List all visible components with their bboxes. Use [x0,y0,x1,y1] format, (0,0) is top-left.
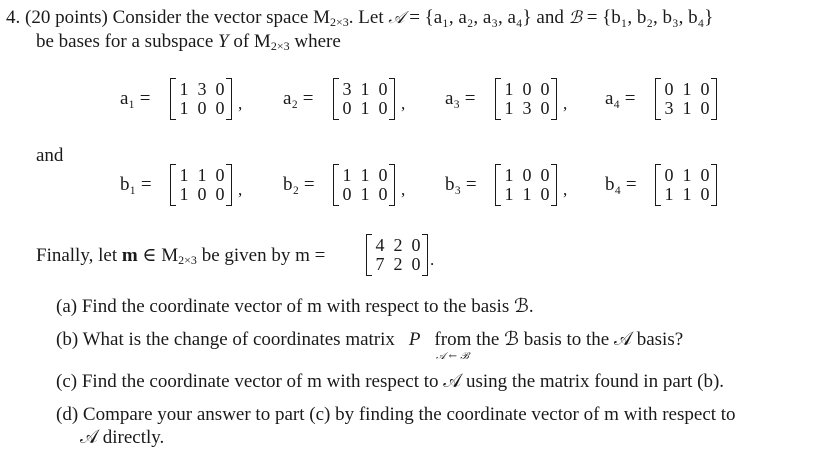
matrix-entry: 1 [360,98,370,118]
matrix-entry: 0 [540,98,550,118]
part-d-line2: 𝒜 directly. [80,427,165,448]
matrix-entry: 1 [682,165,692,185]
where-text: where [294,31,341,52]
matrix-entry: 1 [360,79,370,99]
part-a: (a) Find the coordinate vector of m with respect to the basis ℬ. [56,296,534,317]
matrix-entry: 1 [682,184,692,204]
points-text: (20 points) Consider the vector space [25,7,309,28]
matrix-entry: 1 [179,184,189,204]
matrix-entry: 0 [215,165,225,185]
matrix-entry: 0 [700,98,710,118]
matrix-entry: 3 [342,79,352,99]
space-symbol-2: $M_{2\times 3}$ [253,31,290,53]
matrix-entry: 0 [540,165,550,185]
let-text: . Let [348,7,384,28]
vector-a3-matrix [495,78,557,120]
and-text: and [36,145,64,166]
matrix-entry: 1 [179,79,189,99]
vector-b2-matrix [333,164,395,206]
matrix-entry: 1 [360,165,370,185]
basis-b-symbol: ℬ [568,8,582,28]
matrix-entry: 0 [522,165,532,185]
vector-b2-label: b₂ = [283,174,315,195]
matrix-entry: 0 [342,98,352,118]
problem-number: 4. [6,7,21,28]
comma: , [563,94,568,113]
matrix-m [366,234,428,276]
matrix-entry: 0 [664,165,674,185]
vector-b4-matrix [655,164,717,206]
matrix-entry: 1 [682,79,692,99]
matrix-entry: 0 [378,79,388,99]
matrix-entry: 4 [375,235,385,255]
of-text: of [233,31,250,52]
problem-header-line2 [36,31,341,53]
comma: , [238,180,243,199]
subspace-symbol: Y [218,31,229,52]
vector-a3-label: a₃ = [445,88,476,109]
matrix-entry: 0 [342,184,352,204]
vector-a2-matrix [333,78,395,120]
matrix-entry: 1 [664,184,674,204]
vector-a1-matrix [170,78,232,120]
matrix-entry: 1 [504,184,514,204]
vector-b4-label: b₄ = [605,174,637,195]
matrix-entry: 0 [700,79,710,99]
matrix-entry: 3 [197,79,207,99]
problem-header [6,7,713,29]
space-symbol: $M_{2\times 3}$ [313,7,349,29]
finally-text: Finally, let m ∈ $M_{2\times 3}$ be given by m = [36,245,326,267]
comma: , [401,94,406,113]
comma: , [401,180,406,199]
part-c: (c) Find the coordinate vector of m with respect to 𝒜 using the matrix found in part (b). [56,371,725,392]
matrix-entry: 1 [504,98,514,118]
matrix-entry: 0 [411,254,421,274]
matrix-entry: 0 [197,98,207,118]
matrix-entry: 1 [682,98,692,118]
vector-a2-label: a₂ = [283,88,314,109]
comma: , [563,180,568,199]
vector-b3-label: b₃ = [445,174,477,195]
vector-b1-label: b₁ = [120,174,152,195]
matrix-entry: 1 [342,165,352,185]
matrix-entry: 1 [179,165,189,185]
vector-a4-label: a₄ = [605,88,636,109]
matrix-entry: 3 [664,98,674,118]
matrix-entry: 0 [215,184,225,204]
matrix-entry: 1 [179,98,189,118]
part-b: (b) What is the change of coordinates matrix P from the ℬ basis to the 𝒜 basis? [56,329,684,350]
matrix-entry: 7 [375,254,385,274]
matrix-entry: 0 [522,79,532,99]
matrix-entry: 0 [378,184,388,204]
matrix-entry: 0 [378,165,388,185]
matrix-entry: 0 [540,79,550,99]
matrix-entry: 0 [411,235,421,255]
matrix-entry: 1 [360,184,370,204]
p-subscript: 𝒜 ← ℬ [436,351,469,362]
matrix-entry: 0 [700,165,710,185]
matrix-entry: 1 [197,165,207,185]
matrix-entry: 1 [522,184,532,204]
vector-a4-matrix [655,78,717,120]
basis-b-set: = {b₁, b₂, b₃, b₄} [586,7,714,28]
matrix-entry: 0 [540,184,550,204]
part-d: (d) Compare your answer to part (c) by finding the coordinate vector of m with respect to [56,404,736,425]
matrix-entry: 0 [378,98,388,118]
bases-text: be bases for a subspace [36,31,214,52]
matrix-entry: 2 [393,254,403,274]
basis-a-symbol: 𝒜 [388,8,405,28]
matrix-entry: 1 [504,165,514,185]
matrix-entry: 1 [504,79,514,99]
matrix-entry: 0 [664,79,674,99]
vector-a1-label: a₁ = [120,88,151,109]
matrix-entry: 0 [197,184,207,204]
vector-b3-matrix [495,164,557,206]
vector-b1-matrix [170,164,232,206]
matrix-entry: 0 [215,79,225,99]
matrix-entry: 0 [215,98,225,118]
period: . [430,250,435,269]
basis-a-set: = {a₁, a₂, a₃, a₄} and [409,7,564,28]
matrix-entry: 0 [700,184,710,204]
matrix-entry: 2 [393,235,403,255]
matrix-entry: 3 [522,98,532,118]
comma: , [238,94,243,113]
